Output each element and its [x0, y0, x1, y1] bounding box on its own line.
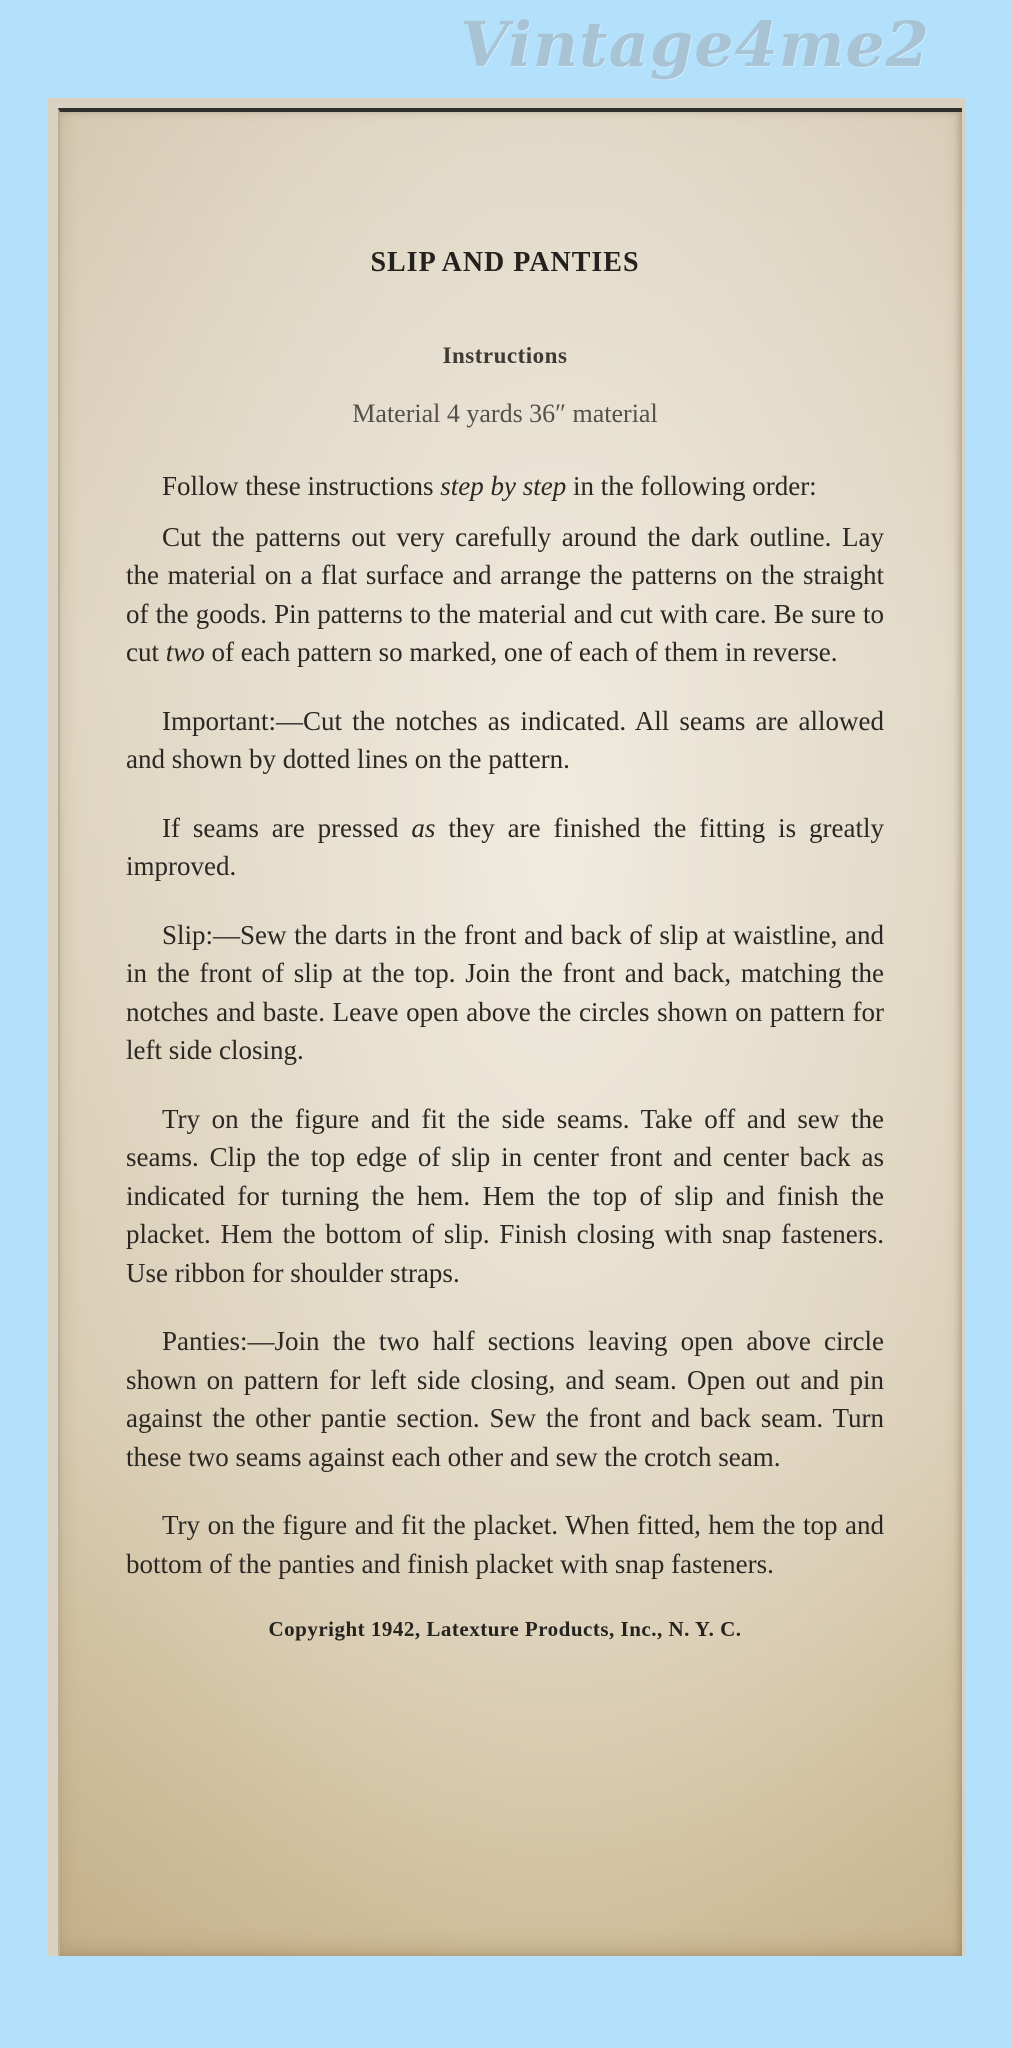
- paragraph-try-on-slip: Try on the figure and fit the side seams. Take off and sew the seams. Clip the top edge of slip in center front and center back as indicated for turning the hem. Hem the top of slip and finish the placket. Hem the bottom of slip. Finish closing with snap fasteners. Use ribbon for shoulder straps.: [126, 1103, 884, 1288]
- watermark-logo: Vintage4me2: [460, 8, 930, 81]
- paragraph-slip: Slip:—Sew the darts in the front and back of slip at waistline, and in the front of slip at the top. Join the front and back, matching the notches and baste. Leave open above the circles shown on pattern for left side closing.: [126, 919, 884, 1065]
- page-subtitle: Instructions: [442, 343, 568, 368]
- copyright-line: Copyright 1942, Latexture Products, Inc., N. Y. C.: [268, 1617, 742, 1641]
- page-title: SLIP AND PANTIES: [370, 247, 640, 278]
- paragraph-seams-pressed: If seams are pressed as they are finished the fitting is greatly improved.: [126, 812, 884, 881]
- paper-page: [58, 108, 962, 1956]
- page-content: [126, 247, 884, 1642]
- paragraph-cut-patterns: Cut the patterns out very carefully around the dark outline. Lay the material on a flat surface and arrange the patterns on the straight of the goods. Pin patterns to the material and cut with care. Be sure to cut two of each pattern so marked, one of each of them in reverse.: [126, 521, 884, 667]
- material-line: Material 4 yards 36″ material: [352, 399, 658, 428]
- paragraph-panties: Panties:—Join the two half sections leaving open above circle shown on pattern for left side closing, and seam. Open out and pin against the other pantie section. Sew the front and back seam. Turn these two seams against each other and sew the crotch seam.: [126, 1326, 884, 1472]
- paragraph-follow-order: Follow these instructions step by step in the following order:: [162, 471, 817, 501]
- instruction-sheet: [48, 98, 966, 1956]
- paragraph-try-on-panties: Try on the figure and fit the placket. When fitted, hem the top and bottom of the panties and finish placket with snap fasteners.: [126, 1510, 884, 1579]
- paragraph-important: Important:—Cut the notches as indicated. All seams are allowed and shown by dotted lines on the pattern.: [126, 705, 884, 774]
